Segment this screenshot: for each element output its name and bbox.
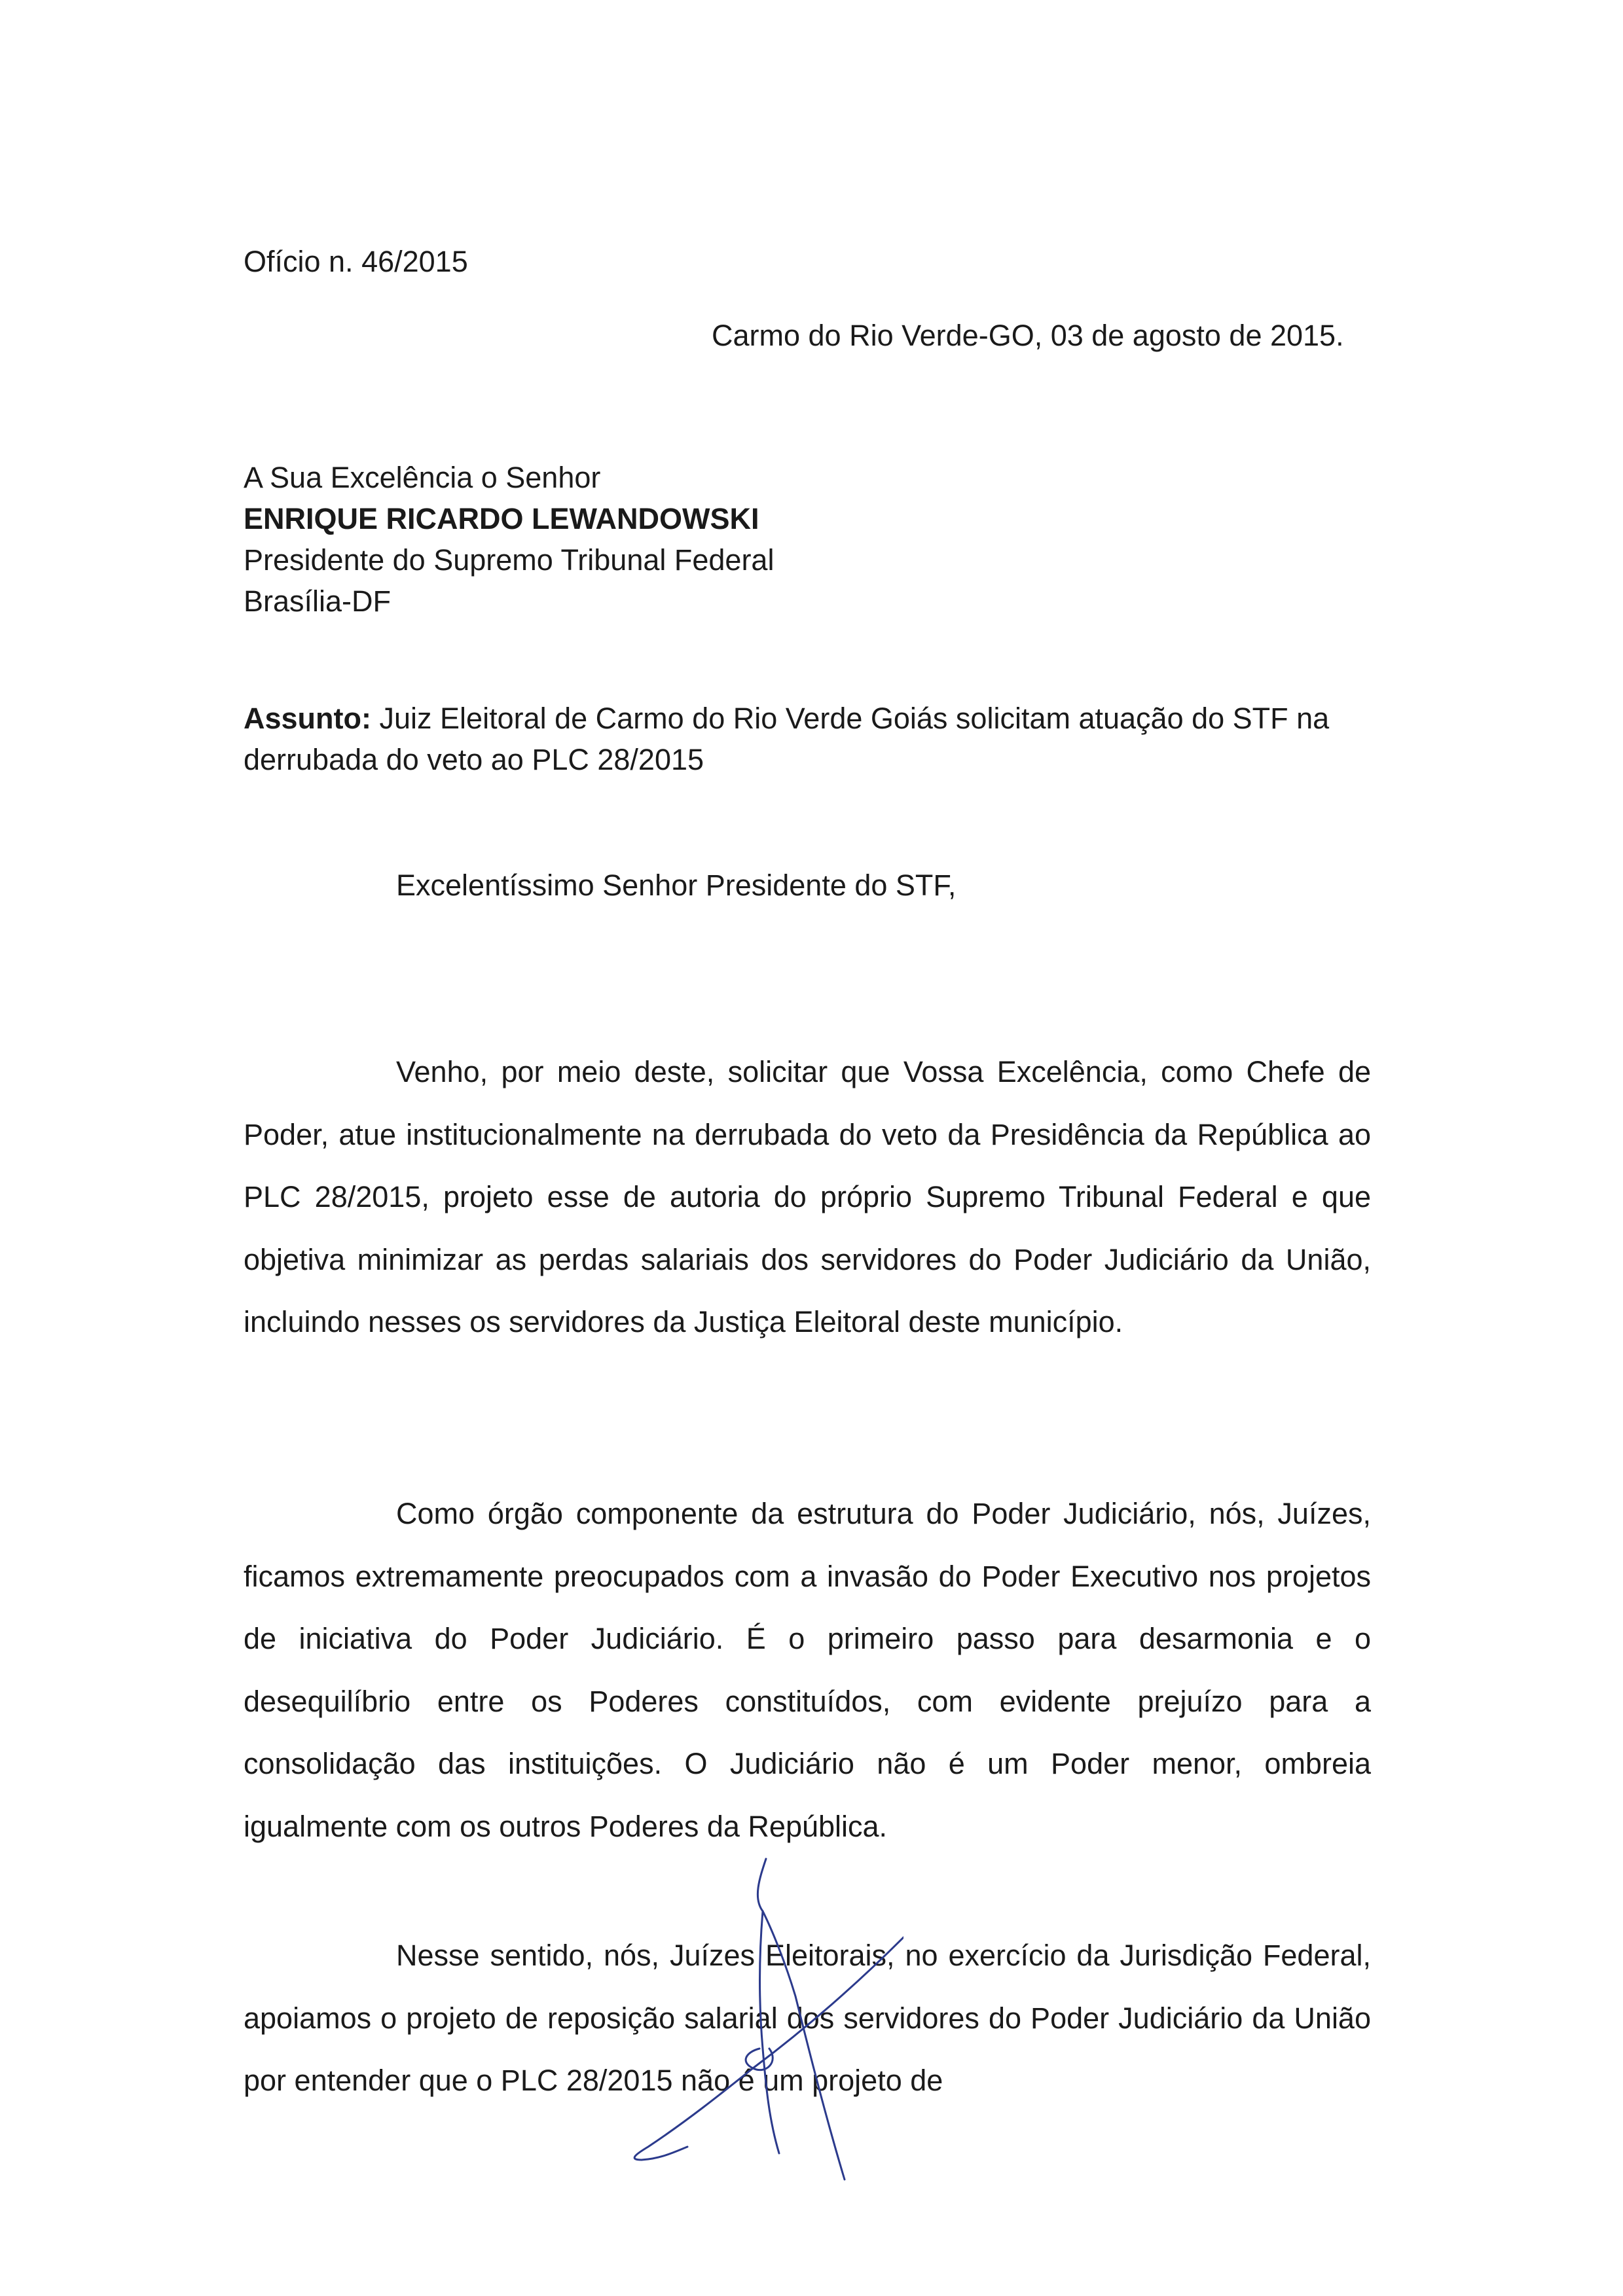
subject-text: Juiz Eleitoral de Carmo do Rio Verde Goiás solicitam atuação do STF na derrubada do veto ao PLC 28/2015 (244, 702, 1330, 776)
recipient-salutation: A Sua Excelência o Senhor (244, 461, 601, 494)
place-and-date: Carmo do Rio Verde-GO, 03 de agosto de 2015. (712, 319, 1344, 352)
recipient-block (244, 457, 774, 622)
office-reference: Ofício n. 46/2015 (244, 245, 468, 278)
recipient-title: Presidente do Supremo Tribunal Federal (244, 543, 775, 577)
recipient-city: Brasília-DF (244, 584, 392, 618)
body-paragraph-2: Como órgão componente da estrutura do Poder Judiciário, nós, Juízes, ficamos extremamente preocupados com a invasão do Poder Executivo nos projetos de iniciativa do Poder Judiciário. É o primeiro passo para desarmonia e o desequilíbrio entre os Poderes constituídos, com evidente prejuízo para a consolidação das instituições. O Judiciário não é um Poder menor, ombreia igualmente com os outros Poderes da República. (244, 1497, 1371, 1843)
signature-stroke-vertical (759, 1911, 779, 2153)
greeting: Excelentíssimo Senhor Presidente do STF, (396, 869, 957, 902)
subject-line (244, 698, 1380, 780)
subject-label: Assunto: (244, 702, 371, 735)
recipient-name: ENRIQUE RICARDO LEWANDOWSKI (244, 502, 759, 535)
body-paragraph-3: Nesse sentido, nós, Juízes Eleitorais, no exercício da Jurisdição Federal, apoiamos o projeto de reposição salarial dos servidores do Poder Judiciário da União por entender que o PLC 28/2015 não é um projeto de (244, 1939, 1371, 2097)
handwritten-signature (629, 1852, 903, 2193)
signature-stroke-loop (746, 2049, 773, 2070)
body-paragraph-1: Venho, por meio deste, solicitar que Vossa Excelência, como Chefe de Poder, atue institucionalmente na derrubada do veto da Presidência da República ao PLC 28/2015, projeto esse de autoria do próprio Supremo Tribunal Federal e que objetiva minimizar as perdas salariais dos servidores do Poder Judiciário da União, incluindo nesses os servidores da Justiça Eleitoral deste município. (244, 1055, 1371, 1338)
signature-stroke-main (757, 1859, 845, 2179)
